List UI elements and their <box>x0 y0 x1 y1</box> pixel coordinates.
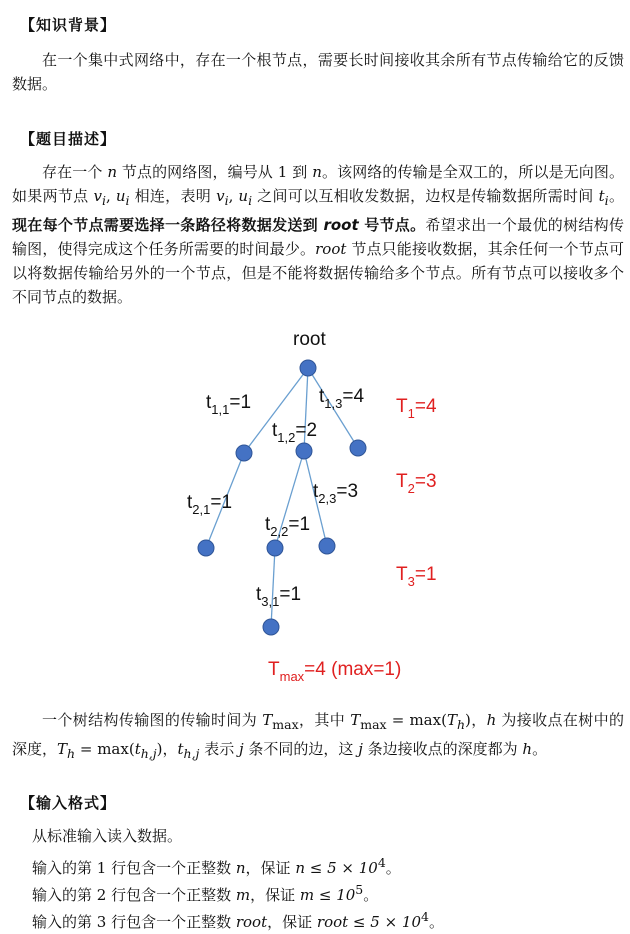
input-line-0: 从标准输入读入数据。 <box>32 827 183 845</box>
section-title-problem: 【题目描述】 <box>20 130 117 148</box>
tree-node <box>319 538 335 554</box>
edge-label-t21: $t_{2,1}=1$ <box>187 492 233 517</box>
tmax-label: $T_{max}=4$ (max=1) <box>268 659 402 684</box>
edge-label-t23: $t_{2,3}=3$ <box>313 481 359 506</box>
background-paragraph: 在一个集中式网络中，存在一个根节点，需要长时间接收其余所有节点传输给它的反馈数据。 <box>12 51 624 93</box>
explanation-paragraph: 一个树结构传输图的传输时间为 $T_{max}$，其中 $T_{max} = \max(T_h)$，h 为接收点在树中的深度，$T_h = \max(t_{h,j})$，$t_{h,j}$ 表示 j 条不同的边，这 j 条边接收点的深度都为 h。 <box>12 711 624 761</box>
tree-node <box>198 540 214 556</box>
edge-label-t11: $t_{1,1}=1$ <box>206 392 252 417</box>
level-label-t2: $T_2=3$ <box>396 471 437 496</box>
tree-node <box>350 440 366 456</box>
section-title-background: 【知识背景】 <box>20 16 117 34</box>
tree-node <box>236 445 252 461</box>
input-line-1: 输入的第 1 行包含一个正整数 n，保证 $n \le 5 \times 10^4$。 <box>32 855 401 877</box>
edge-label-t22: $t_{2,2}=1$ <box>265 514 311 539</box>
input-line-3: 输入的第 3 行包含一个正整数 root，保证 root ≤ $5 \times 10^4$。 <box>32 909 444 931</box>
tree-node <box>263 619 279 635</box>
edge-label-t12: $t_{1,2}=2$ <box>272 420 318 445</box>
input-line-2: 输入的第 2 行包含一个正整数 m，保证 $m \le 10^5$。 <box>32 882 379 904</box>
tree-edge <box>271 548 275 627</box>
tree-node <box>296 443 312 459</box>
bold-sentence: 现在每个节点需要选择一条路径将数据发送到 root 号节点。 <box>12 216 426 234</box>
edge-label-t13: $t_{1,3}=4$ <box>319 386 365 411</box>
root-node <box>300 360 316 376</box>
level-label-t1: $T_1=4$ <box>396 396 437 421</box>
tree-node <box>267 540 283 556</box>
edge-label-t31: $t_{3,1}=1$ <box>256 584 302 609</box>
problem-paragraph: 存在一个 n 节点的网络图，编号从 1 到 n。该网络的传输是全双工的，所以是无向图。如果两节点 $v_i$, $u_i$ 相连，表明 $v_i$, $u_i$ 之间可以互相收发数据，边权是传输数据所需时间 $t_i$。现在每个节点需要选择一条路径将数据发送到 root 号节点。希望求出一个最优的树结构传输图，使得完成这个任务所需要的时间最少。root 节点只能接收数据，其余任何一个节点可以将数据传输给另外的一个节点，但是不能将数据传输给多个节点。所有节点可以接收多个不同节点的数据。 <box>12 163 624 306</box>
section-title-input: 【输入格式】 <box>20 794 117 812</box>
root-label: root <box>293 329 326 350</box>
tree-diagram <box>0 322 630 692</box>
level-label-t3: $T_3=1$ <box>396 564 437 589</box>
